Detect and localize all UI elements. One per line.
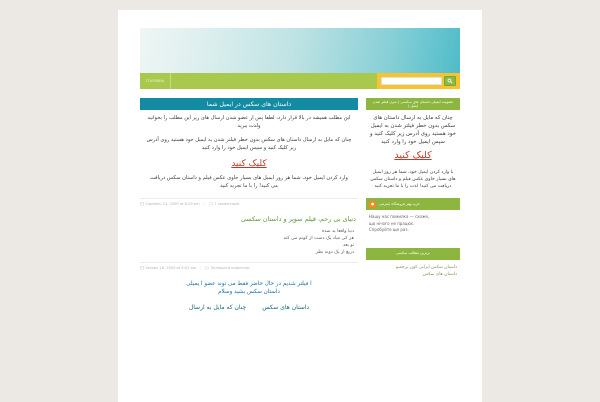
- nav-home-label: ГОЛОВНА: [145, 79, 165, 83]
- widget-line: Нашу нас помилка — схоже,: [369, 214, 430, 219]
- post-sticky: [140, 98, 358, 206]
- post-comments-text: Залишити коментар: [210, 265, 250, 270]
- site-banner: [140, 28, 460, 73]
- post-title[interactable]: دنیای بی رحم، فیلم سوپر و داستان سکسی: [240, 214, 356, 223]
- calendar-icon: [140, 202, 144, 206]
- post-line: هر کی میاد یک دست از کونم می کنه: [283, 235, 354, 241]
- rss-icon: ●: [370, 201, 375, 206]
- post-after-cta: [140, 174, 358, 190]
- widget-title: عضویت ایمیلی داستان های سکسی ( بدون فیلتر شدن ایمیل ): [372, 99, 454, 108]
- widget-body: چنان که مایل به ارسال داستان های سکس بدون خطر فیلتر شدن به ایمیل خود هستید روی آدرس زیر کلیک کنید و سپس ایمیل خود را وارد کنید: [370, 115, 456, 145]
- widget-line: Спробуйте ще раз.: [369, 227, 409, 232]
- search-button[interactable]: [444, 76, 456, 86]
- post-footer-link-left[interactable]: داستان های سکس: [262, 303, 310, 311]
- widget-line: що нічого не працює.: [369, 220, 415, 226]
- calendar-icon: [140, 266, 144, 270]
- post-date-text: Serpen 16, 2009 at 9:52 am: [145, 265, 197, 270]
- post-paragraph: این مطلب همیشه در بالا قرار دارد، لطفا پس از عضو شدن ارسال های زیر این مطلب را بخوانید ولذت ببرید: [147, 115, 351, 129]
- main-content: [140, 98, 358, 318]
- post-line: دنیا واقعا بد شده: [321, 228, 354, 234]
- post-item: [140, 215, 358, 270]
- post-title: داستان های سکس در ایمیل شما: [206, 100, 292, 108]
- post-footer-link-right[interactable]: چنان که مایل به ارسال: [188, 303, 247, 311]
- post-line: دریغ از یک دونه نظر: [315, 249, 354, 255]
- comment-icon: [209, 202, 213, 206]
- widget-body: [366, 210, 460, 234]
- widget-title: خرید بهتر فروشگاه اینترنتی: [379, 201, 420, 206]
- post-line: داستان سکس بشید وسلام: [218, 288, 280, 295]
- content-columns: [140, 98, 460, 398]
- widget-title: برترین مطالب سکسی: [396, 251, 430, 256]
- post-body: [140, 228, 358, 256]
- navigation-bar: [140, 73, 460, 89]
- post-paragraph: چنان که مایل به ارسال داستان های سکس بدون خطر فیلتر شدن به ایمیل خود هستید روی آدرس زیر کلیک کنید و سپس ایمیل خود را وارد کنید: [146, 137, 352, 151]
- widget-header: [366, 248, 460, 260]
- post-date: [140, 202, 200, 206]
- nav-spacer: [171, 73, 377, 89]
- post-body: [140, 114, 358, 152]
- widget-cta-link[interactable]: کلیک کنید: [394, 150, 432, 161]
- post-footer-links: [140, 304, 358, 311]
- widget-header: [366, 98, 460, 110]
- sidebar-widget-shop: [366, 198, 460, 234]
- post-title-bar[interactable]: [140, 98, 358, 110]
- post-comments[interactable]: [205, 266, 249, 270]
- widget-header[interactable]: [366, 198, 460, 210]
- search-area: [377, 73, 460, 89]
- sidebar-widget-subscribe: [366, 98, 460, 190]
- post-comments[interactable]: [209, 202, 239, 206]
- post-date-text: Серпень 23, 2009 at 6:29 pm: [145, 201, 200, 206]
- site-container: [118, 10, 482, 402]
- post-meta: [140, 198, 358, 206]
- post-date: [140, 266, 196, 270]
- post-body: [140, 280, 358, 296]
- post-item: [140, 280, 358, 311]
- comment-icon: [205, 266, 209, 270]
- sidebar-widget-top-posts: [366, 248, 460, 278]
- widget-after-cta: با وارد کردن ایمیل خود، شما هر روز ایمیل های بسیار حاوی عکس فیلم و داستان سکس دریافت می کنید! لذت را با ما تجربه کنید: [370, 170, 456, 189]
- sidebar: [366, 98, 460, 286]
- meta-separator: |: [203, 201, 205, 206]
- search-input[interactable]: [381, 77, 442, 85]
- post-meta: [140, 262, 358, 270]
- post-line: تو بعد: [342, 242, 354, 248]
- post-line: ا فیلتر شدیم در حال حاضر فقط می توند عضو ا یمیلی: [186, 280, 312, 287]
- widget-link[interactable]: داستان سکس ایرانی کون پرجمیو: [395, 264, 457, 270]
- post-cta-link[interactable]: کلیک کنید: [231, 159, 267, 170]
- search-icon: [447, 78, 453, 84]
- post-paragraph: وارد کردن ایمیل خود، شما هر روز ایمیل های بسیار حاوی عکس فیلم و داستان سکس دریافت می کنید! را با ما تجربه کنید: [150, 175, 348, 189]
- post-comments-text: 7 коментарів: [214, 201, 240, 206]
- nav-item-home[interactable]: [140, 73, 171, 89]
- widget-body: [366, 260, 460, 278]
- meta-separator: |: [200, 265, 202, 270]
- widget-link[interactable]: داستان های سکس: [422, 271, 457, 277]
